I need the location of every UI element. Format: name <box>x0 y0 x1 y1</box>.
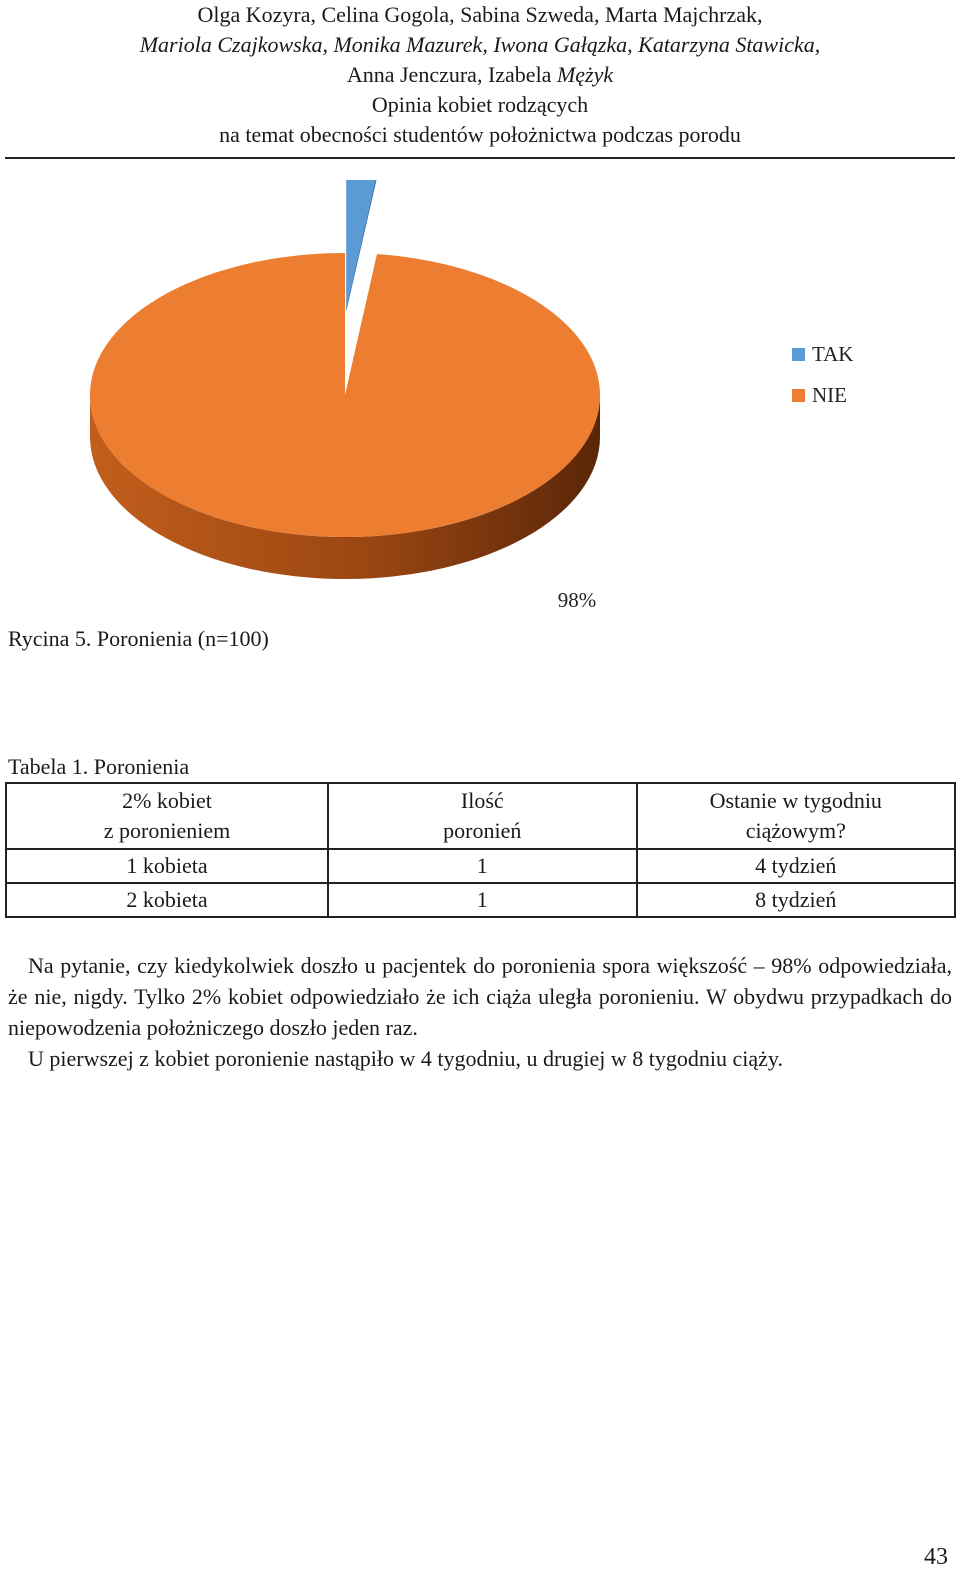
paper-title-line-2: na temat obecności studentów położnictwa podczas porodu <box>219 122 741 147</box>
figure-caption: Rycina 5. Poronienia (n=100) <box>8 626 269 651</box>
page-number: 43 <box>924 1544 948 1570</box>
header-count-l1: Ilość <box>460 788 504 813</box>
legend-label-nie: NIE <box>812 383 847 407</box>
header-count-l2: poronień <box>443 818 522 843</box>
table-cell: 2 kobieta <box>6 883 328 917</box>
header-cell-week <box>637 783 955 849</box>
paper-title-line-1: Opinia kobiet rodzących <box>371 92 589 117</box>
table-cell: 1 <box>328 883 637 917</box>
table-cell: 4 tydzień <box>637 849 955 883</box>
body-text <box>8 950 952 1074</box>
legend-swatch-tak <box>792 348 805 361</box>
pie-chart <box>0 180 960 620</box>
table-title: Tabela 1. Poronienia <box>8 754 190 779</box>
table-row <box>6 883 955 917</box>
paragraph-2: U pierwszej z kobiet poronienie nastąpiło w 4 tygodniu, u drugiej w 8 tygodniu ciąży. <box>28 1046 783 1071</box>
header-women-l1: 2% kobiet <box>122 788 212 813</box>
table-header-row <box>6 783 955 849</box>
header-week-l1: Ostanie w tygodniu <box>709 788 882 813</box>
header-week-l2: ciążowym? <box>745 818 846 843</box>
header-cell-count <box>328 783 637 849</box>
table-cell: 8 tydzień <box>637 883 955 917</box>
header-rule <box>5 157 955 159</box>
header-women-l2: z poronieniem <box>103 818 231 843</box>
pie-slice-nie <box>90 253 600 537</box>
authors-line-3-italic: Mężyk <box>556 62 614 87</box>
authors-line-3-regular: Anna Jenczura, Izabela <box>346 62 557 87</box>
pie-legend <box>792 342 853 407</box>
authors-line-1: Olga Kozyra, Celina Gogola, Sabina Szweda, Marta Majchrzak, <box>197 2 763 27</box>
data-table <box>5 782 956 918</box>
table-row <box>6 849 955 883</box>
pie-chart-svg <box>0 180 960 620</box>
authors-line-2: Mariola Czajkowska, Monika Mazurek, Iwona Gałązka, Katarzyna Stawicka, <box>139 32 821 57</box>
table-cell: 1 kobieta <box>6 849 328 883</box>
page-header <box>0 0 960 150</box>
authors-line-3 <box>0 60 960 90</box>
table-cell: 1 <box>328 849 637 883</box>
paragraph-1: Na pytanie, czy kiedykolwiek doszło u pacjentek do poronienia spora większość – 98% odpowiedziała, że nie, nigdy. Tylko 2% kobiet odpowiedziało że ich ciąża uległa poronieniu. W obydwu przypadkach do niepowodzenia położniczego doszło jeden raz. <box>8 953 952 1040</box>
pie-marks <box>90 180 600 579</box>
header-cell-women <box>6 783 328 849</box>
data-label-nie: 98% <box>557 588 597 612</box>
legend-label-tak: TAK <box>812 342 854 366</box>
legend-swatch-nie <box>792 389 805 402</box>
